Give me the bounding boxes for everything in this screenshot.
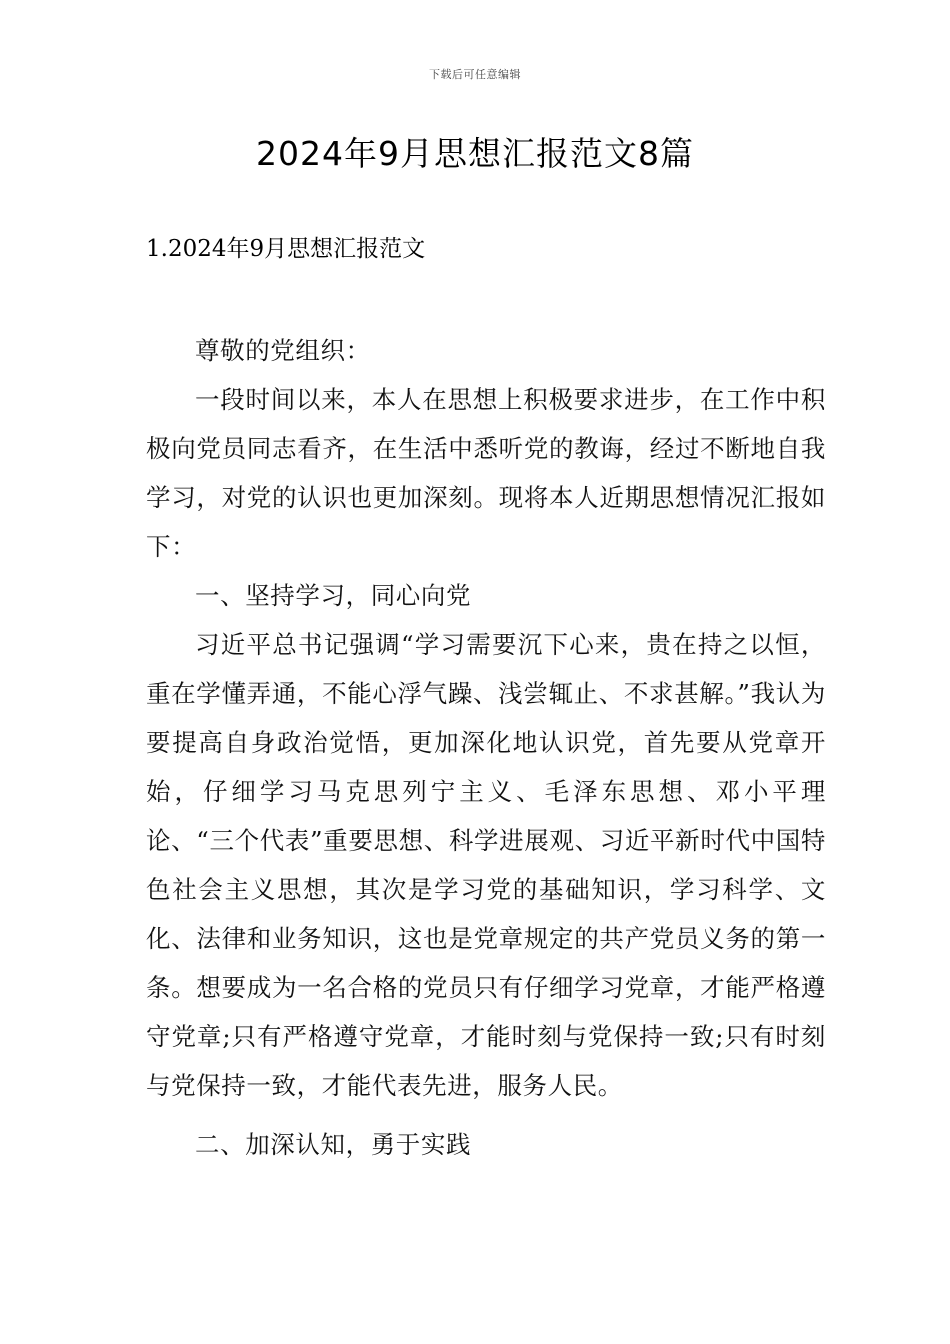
document-title: 2024年9月思想汇报范文8篇	[256, 134, 694, 173]
salutation: 尊敬的党组织：	[195, 336, 371, 365]
subheading-two: 二、加深认知，勇于实践	[195, 1130, 472, 1159]
subheading-one: 一、坚持学习，同心向党	[195, 581, 472, 610]
section-heading: 1.2024年9月思想汇报范文	[146, 236, 426, 262]
document-body	[146, 326, 826, 1169]
paragraph-intro: 一段时间以来，本人在思想上积极要求进步，在工作中积极向党员同志看齐，在生活中悉听党的教诲，经过不断地自我学习，对党的认识也更加深刻。现将本人近期思想情况汇报如下：	[146, 385, 826, 561]
header-note: 下载后可任意编辑	[429, 68, 521, 81]
paragraph-study: 习近平总书记强调“学习需要沉下心来，贵在持之以恒，重在学懂弄通，不能心浮气躁、浅尝辄止、不求甚解。”我认为要提高自身政治觉悟，更加深化地认识党，首先要从党章开始，仔细学习马克思列宁主义、毛泽东思想、邓小平理论、“三个代表”重要思想、科学进展观、习近平新时代中国特色社会主义思想，其次是学习党的基础知识，学习科学、文化、法律和业务知识，这也是党章规定的共产党员义务的第一条。想要成为一名合格的党员只有仔细学习党章，才能严格遵守党章;只有严格遵守党章，才能时刻与党保持一致;只有时刻与党保持一致，才能代表先进，服务人民。	[146, 630, 826, 1100]
